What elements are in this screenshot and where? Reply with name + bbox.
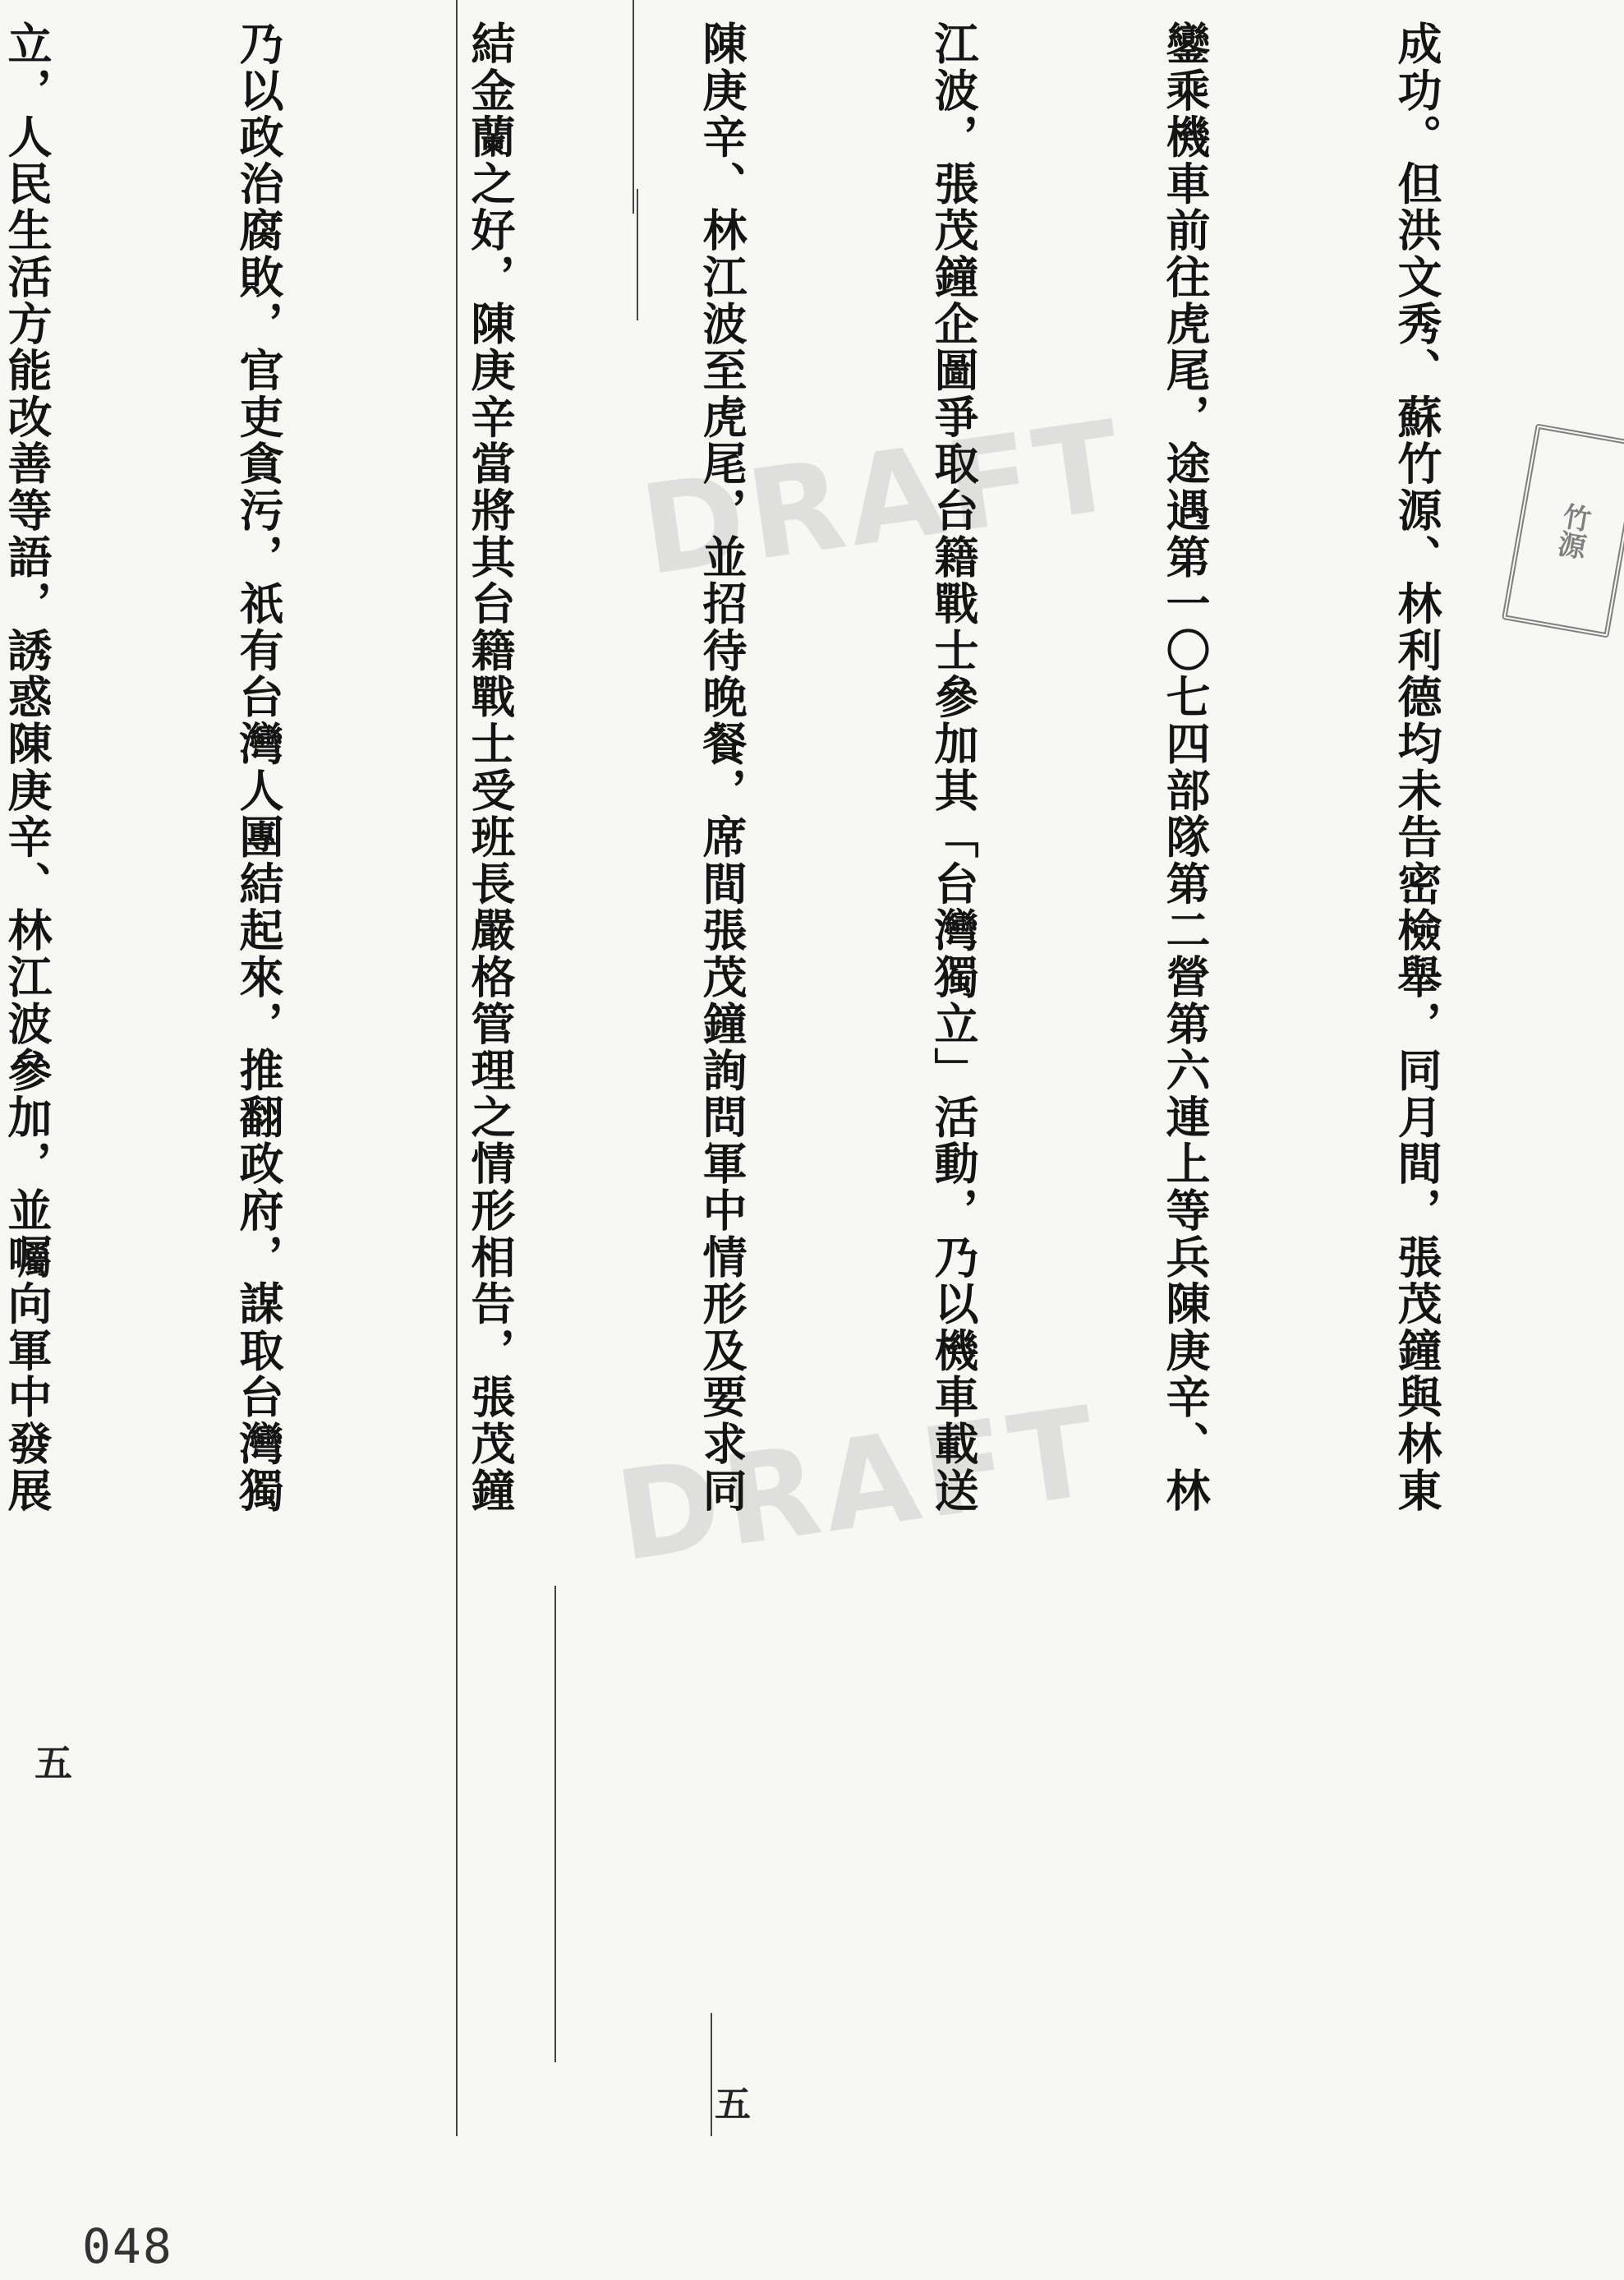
watermark-lower: DRAFT bbox=[608, 1380, 1110, 1590]
page-number-bottom: 五 bbox=[715, 2084, 751, 2126]
text-column: 江波，張茂鐘企圖爭取台籍戰士參加其「台灣獨立」活動，乃以機車載送 bbox=[927, 21, 980, 1514]
text-column: 鑾乘機車前往虎尾，途遇第一〇七四部隊第二營第六連上等兵陳庚辛、林 bbox=[1159, 21, 1212, 1514]
text-column: 陳庚辛、林江波至虎尾，並招待晚餐，席間張茂鐘詢問軍中情形及要求同 bbox=[696, 21, 748, 1514]
page-number: 五 bbox=[35, 1741, 72, 1785]
text-column: 成功。但洪文秀、蘇竹源、林利德均未告密檢舉，同月間，張茂鐘與林東 bbox=[1391, 21, 1443, 1514]
text-column: 結金蘭之好，陳庚辛當將其台籍戰士受班長嚴格管理之情形相告，張茂鐘 bbox=[464, 21, 517, 1514]
text-column: 乃以政治腐敗，官吏貪污，祇有台灣人團結起來，推翻政府，謀取台灣獨 bbox=[232, 21, 285, 1514]
archive-number: 048 bbox=[82, 2218, 173, 2274]
watermark-upper: DRAFT bbox=[633, 394, 1134, 604]
text-column: 立，人民生活方能改善等語，誘惑陳庚辛、林江波參加，並囑向軍中發展 bbox=[1, 21, 53, 1514]
document-body-text bbox=[1, 21, 1610, 2107]
archive-stamp: 竹源 bbox=[1502, 423, 1624, 638]
